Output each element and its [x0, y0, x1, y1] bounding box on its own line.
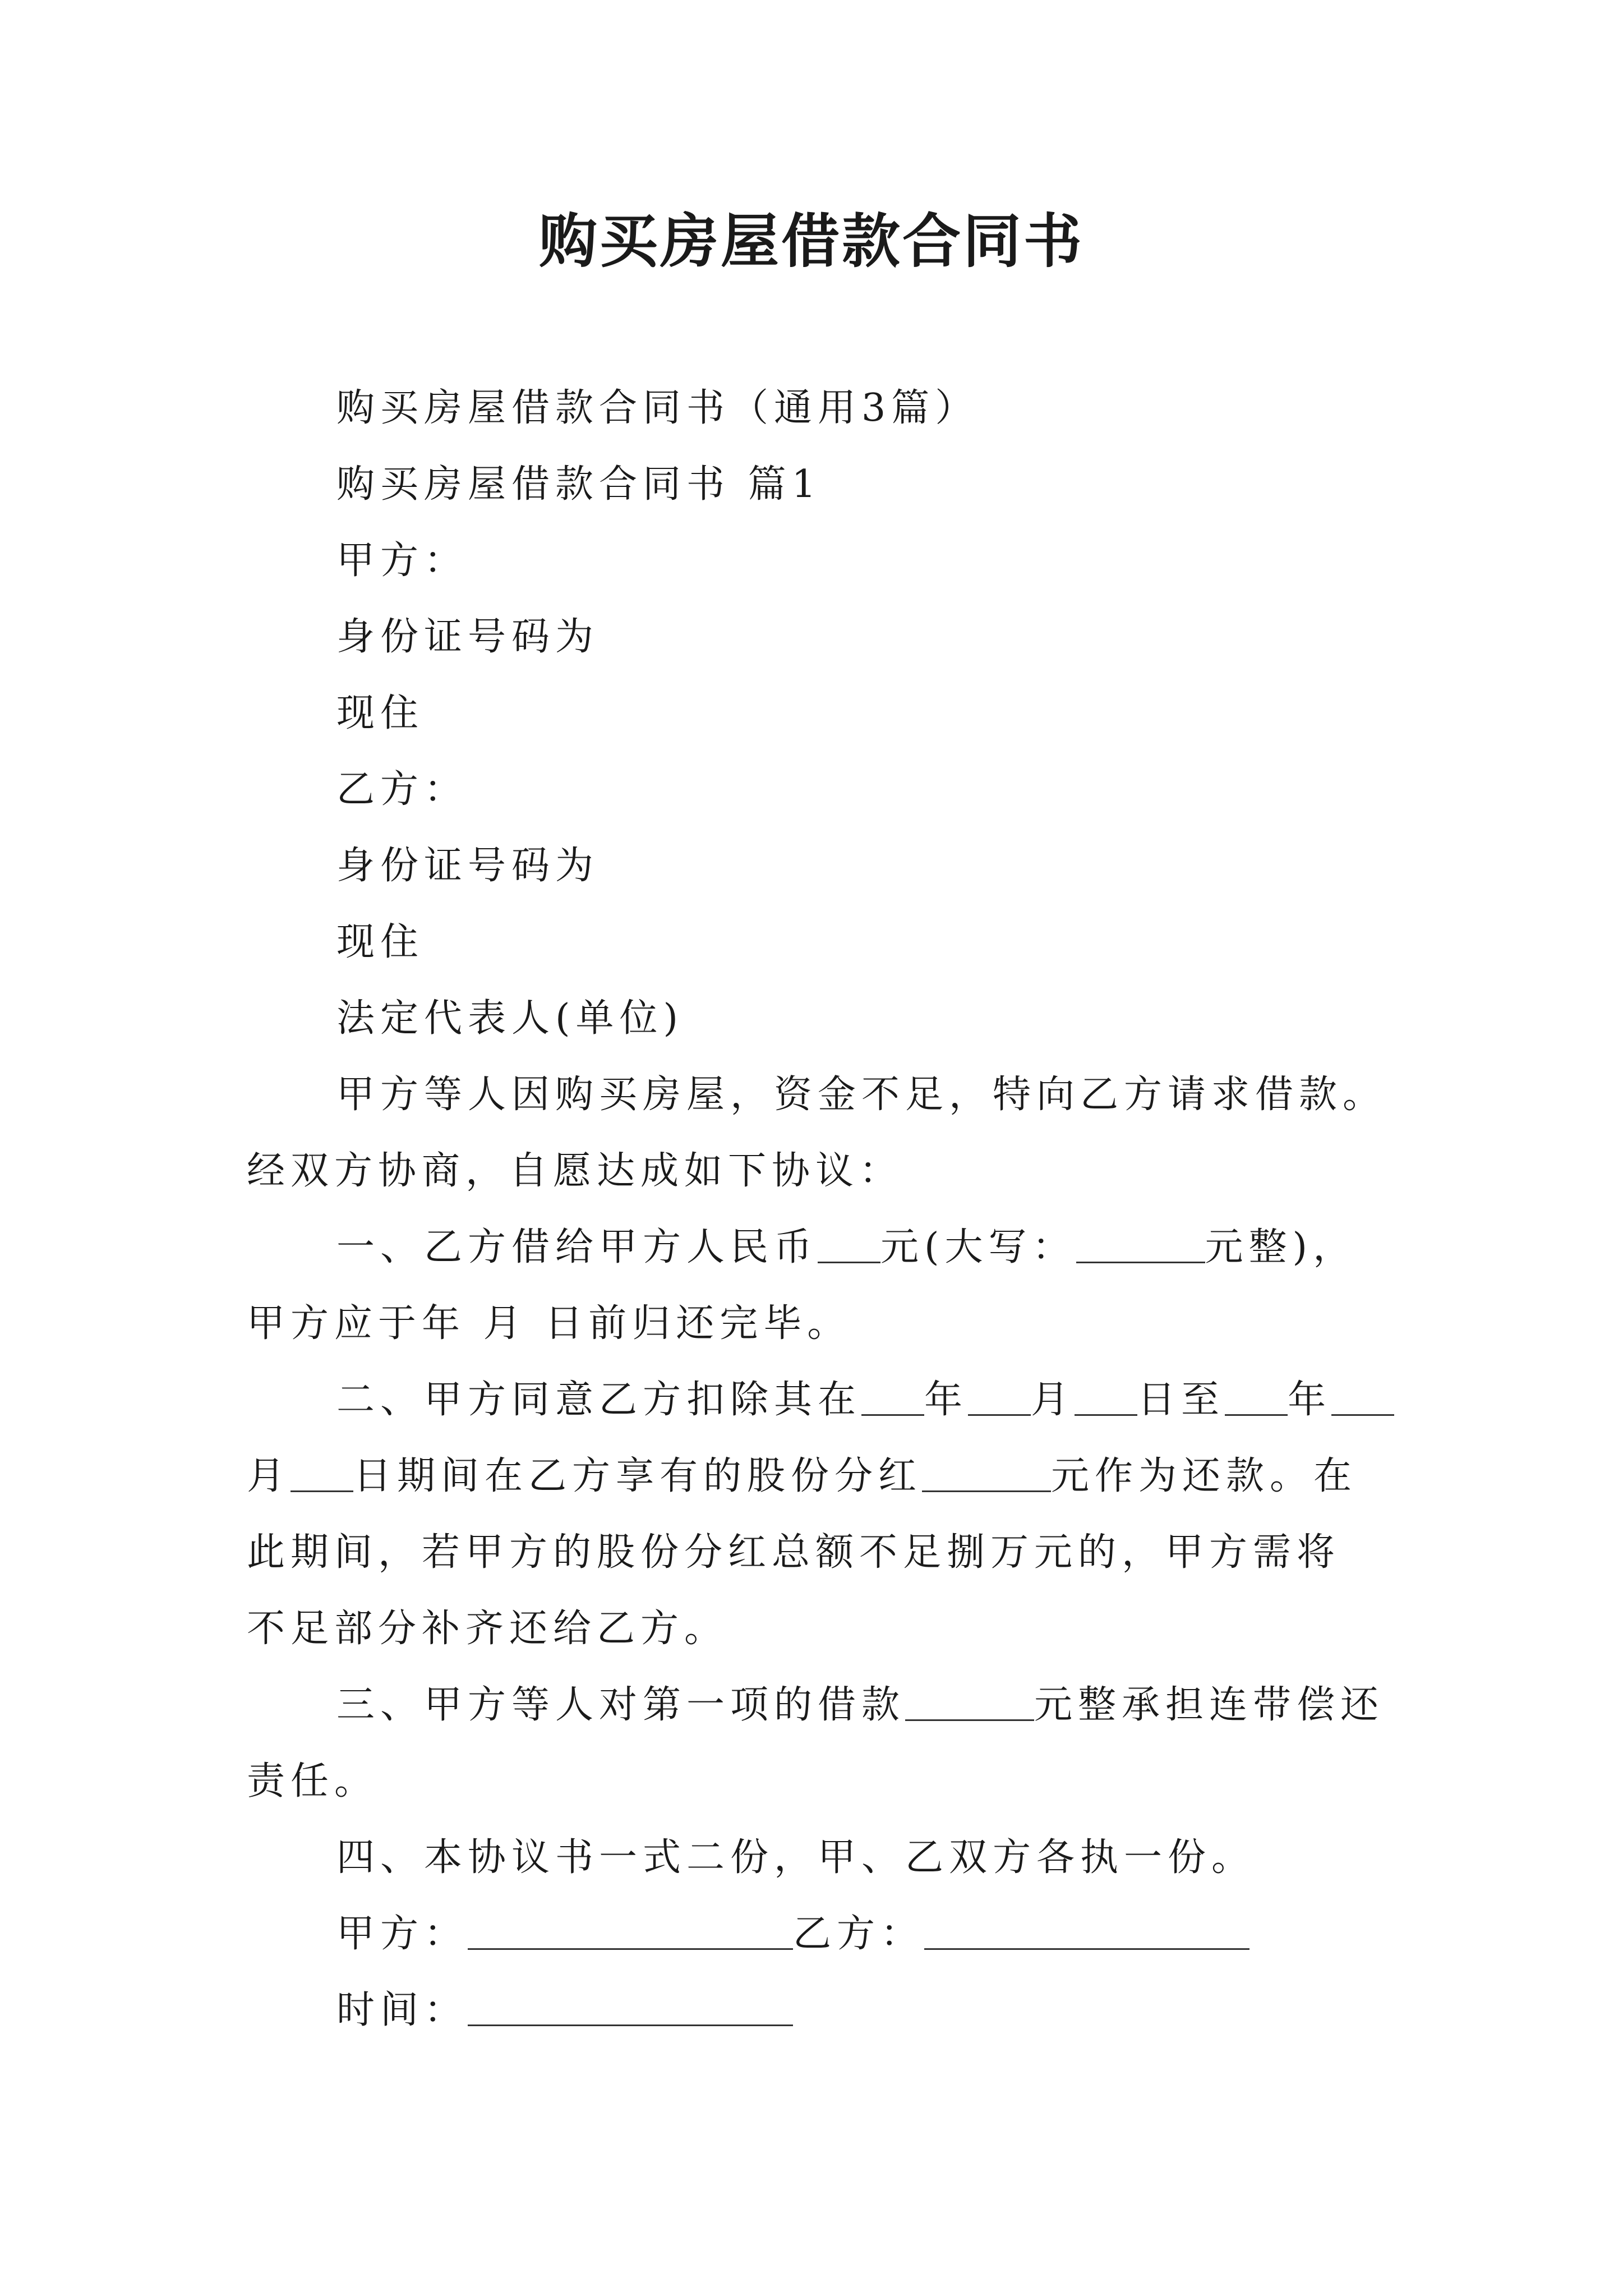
section-heading: 购买房屋借款合同书 篇1 [336, 462, 822, 507]
document-title: 购买房屋借款合同书 [538, 206, 1084, 275]
document-subtitle: 购买房屋借款合同书（通用3篇） [336, 386, 979, 430]
signature-line [247, 1896, 1391, 1972]
sign-party-a-label: 甲方： [336, 1912, 468, 1956]
clause-3-text-a: 三、甲方等人对第一项的借款 [336, 1683, 906, 1727]
clause-3-line-1 [247, 1667, 1391, 1743]
party-a-label: 甲方： [336, 539, 468, 583]
party-b-id: 身份证号码为 [336, 844, 600, 888]
clause-4: 四、本协议书一式二份，甲、乙双方各执一份。 [336, 1835, 1256, 1880]
loan-amount-blank [905, 1686, 1034, 1721]
clause-2-line-4: 不足部分补齐还给乙方。 [247, 1607, 728, 1651]
end-day-blank [291, 1457, 353, 1492]
sign-party-b-blank [924, 1915, 1249, 1950]
end-month-pre-blank [1331, 1381, 1394, 1416]
clause-3-line-2: 责任。 [247, 1759, 379, 1803]
clause-2-line-3: 此期间，若甲方的股份分红总额不足捌万元的，甲方需将 [247, 1530, 1341, 1575]
sign-time-blank [468, 1991, 793, 2026]
amount-blank [818, 1228, 880, 1263]
clause-2-month-label: 月 [1031, 1378, 1075, 1422]
sign-party-b-label: 乙方： [793, 1912, 925, 1956]
clause-2-text-a: 二、甲方同意乙方扣除其在 [336, 1378, 862, 1422]
clause-1-line-2: 甲方应于年 月 日前归还完毕。 [247, 1301, 851, 1346]
clause-3-text-b: 元整承担连带偿还 [1034, 1683, 1385, 1727]
legal-representative: 法定代表人(单位) [336, 996, 684, 1041]
party-b-label: 乙方： [336, 767, 468, 812]
sign-time-label: 时间： [336, 1988, 468, 2032]
clause-2-year-label: 年 [924, 1378, 969, 1422]
clause-1-text-a: 一、乙方借给甲方人民币 [336, 1225, 818, 1269]
preamble-paragraph: 甲方等人因购买房屋，资金不足，特向乙方请求借款。经双方协商，自愿达成如下协议： [247, 1073, 1387, 1193]
clause-2-day-span: 日期间在乙方享有的股份分红 [353, 1454, 923, 1498]
dividend-amount-blank [922, 1457, 1051, 1492]
clause-2-text-c: 元作为还款。在 [1051, 1454, 1358, 1498]
clause-2-day-to-label: 日至 [1137, 1378, 1225, 1422]
start-day-blank [1075, 1381, 1137, 1416]
party-b-address: 现住 [336, 920, 425, 964]
clause-2-line-1 [247, 1362, 1391, 1438]
clause-2-end-year-label: 年 [1288, 1378, 1332, 1422]
clause-1-text-c: 元整)， [1205, 1225, 1357, 1269]
end-year-blank [1225, 1381, 1288, 1416]
clause-2-line-2 [247, 1438, 1391, 1515]
clause-1-line-1 [247, 1209, 1391, 1286]
party-a-address: 现住 [336, 691, 425, 735]
clause-2-end-month-label: 月 [247, 1454, 291, 1498]
sign-party-a-blank [468, 1915, 793, 1950]
party-a-id: 身份证号码为 [336, 615, 600, 659]
date-line [247, 1972, 1391, 2049]
start-year-blank [861, 1381, 924, 1416]
document-body [247, 370, 1391, 2049]
amount-words-blank [1076, 1228, 1205, 1263]
clause-1-text-b: 元(大写： [880, 1225, 1076, 1269]
start-month-blank [968, 1381, 1031, 1416]
